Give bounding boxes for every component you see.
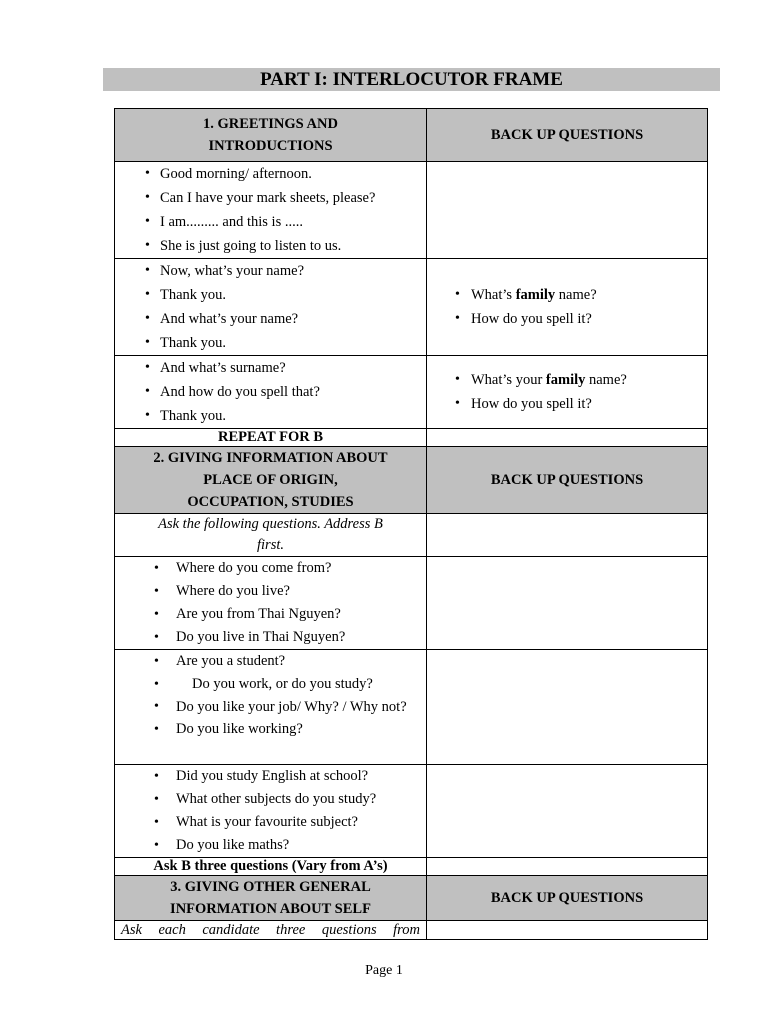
section-1-block-b-row (115, 259, 708, 356)
section-2-instruction-row (115, 514, 708, 557)
list-item: • And what’s surname? (115, 356, 426, 380)
list-item: • Where do you live? (115, 580, 426, 603)
section-2-block-c-backup (427, 765, 708, 858)
list-item: • Good morning/ afternoon. (115, 162, 426, 186)
list-item: • And how do you spell that? (115, 380, 426, 404)
section-2-instruction: Ask the following questions. Address B first. (115, 514, 427, 557)
list-item: • Did you study English at school? (115, 765, 426, 788)
ask-b-three-questions: Ask B three questions (Vary from A’s) (115, 858, 427, 876)
section-1-heading-line1: 1. GREETINGS AND (203, 116, 338, 132)
section-3-heading (115, 876, 427, 921)
section-2-block-b (115, 650, 427, 765)
section-3-instruction-empty (427, 921, 708, 940)
list-item: • Are you from Thai Nguyen? (115, 603, 426, 626)
section-1-backup-heading: BACK UP QUESTIONS (427, 109, 708, 162)
section-1-block-a-backup (427, 162, 708, 259)
list-item: • Do you work, or do you study? (115, 673, 426, 696)
section-3-heading-line1: 3. GIVING OTHER GENERAL (170, 879, 371, 895)
list-item: • Thank you. (115, 404, 426, 428)
list-item: • Are you a student? (115, 650, 426, 673)
list-item: • How do you spell it? (427, 307, 707, 331)
section-1-block-a (115, 162, 427, 259)
repeat-row-empty (427, 429, 708, 447)
list-item: • What other subjects do you study? (115, 788, 426, 811)
list-item: • Do you like working? (115, 718, 426, 741)
section-1-header-row (115, 109, 708, 162)
section-2-block-b-backup (427, 650, 708, 765)
section-2-instruction-empty (427, 514, 708, 557)
section-1-block-c-backup (427, 356, 708, 429)
section-2-block-c-row (115, 765, 708, 858)
page-title: PART I: INTERLOCUTOR FRAME (103, 68, 720, 91)
section-1-heading-line2: INTRODUCTIONS (208, 138, 333, 154)
section-1-block-c-row (115, 356, 708, 429)
section-3-backup-heading: BACK UP QUESTIONS (427, 876, 708, 921)
section-3-header-row (115, 876, 708, 921)
section-3-instruction-row (115, 921, 708, 940)
section-1-heading (115, 109, 427, 162)
section-1-block-b (115, 259, 427, 356)
list-item: • Thank you. (115, 283, 426, 307)
section-2-backup-heading: BACK UP QUESTIONS (427, 447, 708, 514)
interlocutor-frame-table (114, 108, 708, 940)
list-item: • She is just going to listen to us. (115, 234, 426, 258)
ask-b-row (115, 858, 708, 876)
section-2-header-row (115, 447, 708, 514)
list-item: • What is your favourite subject? (115, 811, 426, 834)
list-item: • I am......... and this is ..... (115, 210, 426, 234)
list-item: • Do you like maths? (115, 834, 426, 857)
section-2-heading-line1: 2. GIVING INFORMATION ABOUT (153, 450, 388, 466)
section-2-heading (115, 447, 427, 514)
list-item: • Thank you. (115, 331, 426, 355)
section-3-heading-line2: INFORMATION ABOUT SELF (170, 901, 371, 917)
section-3-instruction: Ask each candidate three questions from (121, 922, 420, 938)
section-2-heading-line2: PLACE OF ORIGIN, (203, 472, 338, 488)
section-1-block-b-backup (427, 259, 708, 356)
list-item: • What’s your family name? (427, 368, 707, 392)
list-item: • Where do you come from? (115, 557, 426, 580)
list-item: • Can I have your mark sheets, please? (115, 186, 426, 210)
repeat-for-b: REPEAT FOR B (115, 429, 427, 447)
page-number: Page 1 (365, 963, 403, 978)
list-item: • What’s family name? (427, 283, 707, 307)
section-2-block-b-row (115, 650, 708, 765)
section-1-block-c (115, 356, 427, 429)
list-item: • And what’s your name? (115, 307, 426, 331)
section-2-heading-line3: OCCUPATION, STUDIES (187, 494, 354, 510)
list-item: • How do you spell it? (427, 392, 707, 416)
repeat-row (115, 429, 708, 447)
section-2-block-c (115, 765, 427, 858)
section-3-instruction-cell (115, 921, 427, 940)
section-1-block-a-row (115, 162, 708, 259)
list-item: • Do you like your job/ Why? / Why not? (115, 696, 426, 718)
ask-b-empty (427, 858, 708, 876)
section-2-block-a-backup (427, 557, 708, 650)
section-2-block-a (115, 557, 427, 650)
list-item: • Now, what’s your name? (115, 259, 426, 283)
list-item: • Do you live in Thai Nguyen? (115, 626, 426, 649)
section-2-block-a-row (115, 557, 708, 650)
